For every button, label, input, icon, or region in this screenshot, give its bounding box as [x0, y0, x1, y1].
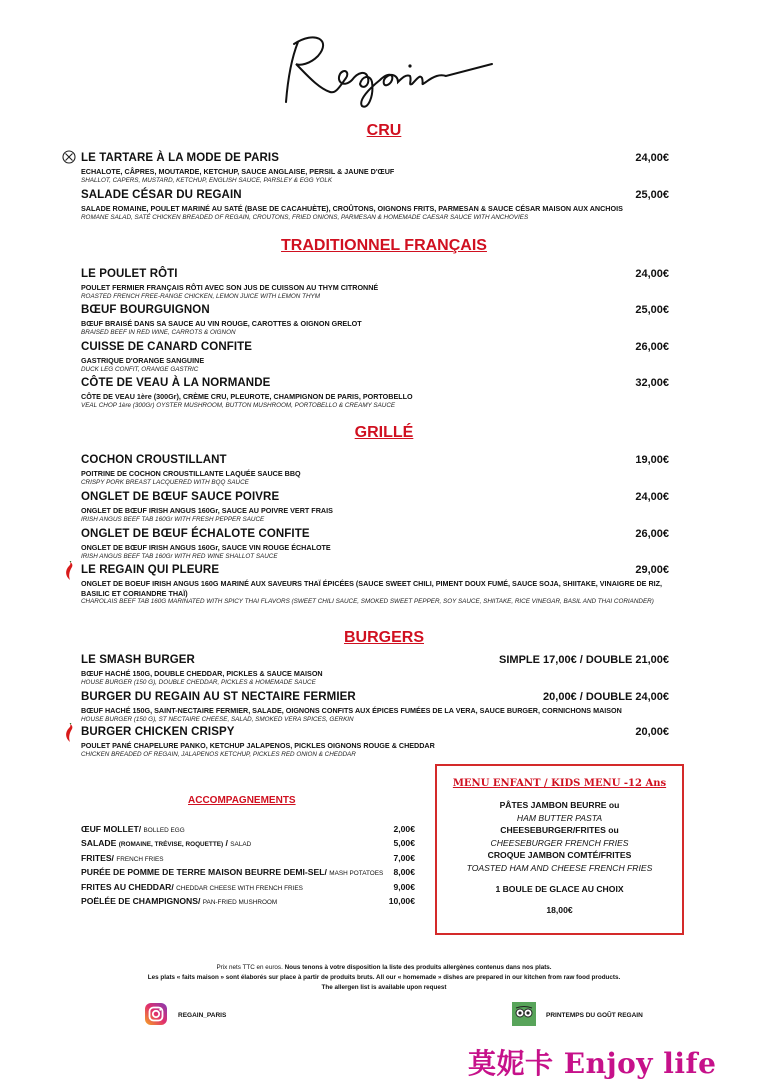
item-description-en: CHAROLAIS BEEF TAB 160G MARINATED WITH SPICY THAI FLAVORS (SWEET CHILI SAUCE, SMOKED SWEET PEPPER, SOY SAUCE, SHIITAKE, RICE VINEGAR, BASIL AND THAI CORIANDER) [81, 598, 654, 605]
kids-option-fr: CHEESEBURGER/FRITES ou [500, 825, 619, 835]
item-price: 29,00€ [635, 564, 669, 576]
side-price: 2,00€ [393, 824, 415, 834]
side-name: POËLÉE DE CHAMPIGNONS/ [81, 896, 201, 906]
menu-item [81, 303, 669, 337]
no-allergen-icon [62, 150, 76, 169]
menu-item [81, 188, 669, 222]
side-name: SALADE [81, 838, 117, 848]
item-name: BURGER CHICKEN CRISPY [81, 726, 235, 738]
chili-pepper-icon [64, 723, 74, 748]
side-price: 5,00€ [393, 838, 415, 848]
item-price: 25,00€ [635, 189, 669, 201]
instagram-link[interactable] [144, 1002, 226, 1028]
kids-option-en: TOASTED HAM AND CHEESE FRENCH FRIES [466, 862, 653, 873]
menu-item [81, 267, 669, 301]
side-price: 10,00€ [388, 896, 415, 906]
footer-allergen-list-note: The allergen list is available upon request [321, 984, 447, 991]
side-item [81, 823, 415, 837]
item-description-fr: ONGLET DE BŒUF IRISH ANGUS 160Gr, SAUCE VIN ROUGE ÉCHALOTE [81, 543, 331, 552]
side-detail: CHEDDAR CHEESE WITH FRENCH FRIES [176, 885, 303, 892]
menu-item [81, 376, 669, 410]
kids-option-en: CHEESEBURGER FRENCH FRIES [490, 837, 629, 848]
item-description-en: IRISH ANGUS BEEF TAB 160Gr WITH RED WINE SHALLOT SAUCE [81, 552, 278, 560]
item-price: SIMPLE 17,00€ / DOUBLE 21,00€ [499, 654, 669, 666]
menu-item [81, 725, 669, 759]
watermark-text: 莫妮卡 Enjoy life [468, 1047, 717, 1080]
menu-item [81, 653, 669, 687]
regain-logo [270, 22, 500, 112]
tripadvisor-label: PRINTEMPS DU GOÛT REGAIN [546, 1011, 643, 1019]
side-price: 9,00€ [393, 882, 415, 892]
menu-item [81, 563, 669, 607]
side-price: 8,00€ [393, 867, 415, 877]
side-detail: MASH POTATOES [329, 870, 384, 877]
side-item [81, 881, 415, 895]
side-paren: (ROMAINE, TRÉVISE, ROQUETTE) [118, 841, 224, 848]
item-price: 20,00€ [635, 726, 669, 738]
kids-price: 18,00€ [546, 904, 573, 915]
side-detail: SALAD [230, 841, 252, 848]
side-detail: BOLLED EGG [143, 827, 185, 834]
item-name: SALADE CÉSAR DU REGAIN [81, 189, 242, 201]
section-title-traditionnel: TRADITIONNEL FRANÇAIS [281, 237, 487, 254]
item-name: ONGLET DE BŒUF ÉCHALOTE CONFITE [81, 528, 310, 540]
item-description-fr: ECHALOTE, CÂPRES, MOUTARDE, KETCHUP, SAUCE ANGLAISE, PERSIL & JAUNE D'ŒUF [81, 167, 395, 176]
menu-item [81, 453, 669, 487]
item-price: 20,00€ / DOUBLE 24,00€ [543, 691, 669, 703]
item-price: 24,00€ [635, 491, 669, 503]
item-description-en: ROMANE SALAD, SATÉ CHICKEN BREADED OF REGAIN, CROUTONS, FRIED ONIONS, PARMESAN & HOMEMADE CAESAR SAUCE WITH ANCHOVIES [81, 213, 529, 221]
accompagnements-title: ACCOMPAGNEMENTS [188, 795, 296, 806]
item-price: 19,00€ [635, 454, 669, 466]
item-name: LE POULET RÔTI [81, 268, 178, 280]
item-description-en: HOUSE BURGER (150 G), ST NECTAIRE CHEESE, SALAD, SMOKED VERA SPICES, GERKIN [81, 715, 354, 723]
menu-item [81, 490, 669, 524]
tripadvisor-icon [512, 1002, 536, 1028]
tripadvisor-link[interactable] [512, 1002, 643, 1028]
kids-option-fr: PÂTES JAMBON BEURRE ou [499, 800, 620, 810]
item-description-fr: BŒUF HACHÉ 150G, SAINT-NECTAIRE FERMIER, SALADE, OIGNONS CONFITS AUX ÉPICES FUMÉES DE LA VERA, SAUCE BURGER, CORNICHONS MAISON [81, 706, 622, 715]
item-price: 26,00€ [635, 528, 669, 540]
item-description-fr: POULET PANÉ CHAPELURE PANKO, KETCHUP JALAPENOS, PICKLES OIGNONS ROUGE & CHEDDAR [81, 741, 435, 750]
section-title-burgers: BURGERS [343, 629, 424, 646]
menu-item [81, 527, 669, 561]
section-title-cru: CRU [366, 122, 402, 139]
regain-script-logo [270, 22, 500, 112]
side-name: FRITES AU CHEDDAR/ [81, 882, 174, 892]
side-item [81, 837, 415, 851]
item-description-fr: ONGLET DE BŒUF IRISH ANGUS 160Gr, SAUCE AU POIVRE VERT FRAIS [81, 506, 333, 515]
side-item [81, 852, 415, 866]
item-description-fr: BŒUF HACHÉ 150G, DOUBLE CHEDDAR, PICKLES & SAUCE MAISON [81, 669, 323, 678]
item-price: 24,00€ [635, 268, 669, 280]
instagram-handle: REGAIN_PARIS [178, 1011, 227, 1019]
item-description-fr: SALADE ROMAINE, POULET MARINÉ AU SATÉ (BASE DE CACAHUÈTE), CROÛTONS, OIGNONS FRITS, PARMESAN & SAUCE CÉSAR MAISON AUX ANCHOIS [81, 204, 623, 213]
item-name: LE REGAIN QUI PLEURE [81, 564, 220, 576]
item-description-fr: ONGLET DE BOEUF IRISH ANGUS 160G MARINÉ AUX SAVEURS THAÏ ÉPICÉES (SAUCE SWEET CHILI, PIMENT DOUX FUMÉ, SAUCE SOJA, SHIITAKE, VINAIGRE DE RIZ, BASILIC ET CORIANDRE THAÏ) [81, 579, 663, 598]
item-description-fr: CÔTE DE VEAU 1ère (300Gr), CRÈME CRU, PLEUROTE, CHAMPIGNON DE PARIS, PORTOBELLO [81, 392, 413, 401]
side-name: PURÉE DE POMME DE TERRE MAISON BEURRE DEMI-SEL/ [81, 867, 327, 877]
kids-option-en: HAM BUTTER PASTA [516, 812, 603, 823]
side-detail: PAN-FRIED MUSHROOM [202, 899, 278, 906]
side-name: ŒUF MOLLET/ [81, 824, 142, 834]
chili-pepper-icon [64, 561, 74, 586]
item-description-fr: BŒUF BRAISÉ DANS SA SAUCE AU VIN ROUGE, CAROTTES & OIGNON GRELOT [81, 319, 362, 328]
item-name: LE TARTARE À LA MODE DE PARIS [81, 152, 279, 164]
item-price: 26,00€ [635, 341, 669, 353]
item-description-en: ROASTED FRENCH FREE-RANGE CHICKEN, LEMON JUICE WITH LEMON THYM [81, 292, 320, 300]
item-description-en: CRISPY PORK BREAST LACQUERED WITH BQQ SAUCE [81, 478, 249, 486]
item-description-en: IRISH ANGUS BEEF TAB 160Gr WITH FRESH PEPPER SAUCE [81, 515, 265, 523]
item-name: CÔTE DE VEAU À LA NORMANDE [81, 377, 271, 389]
item-name: LE SMASH BURGER [81, 654, 195, 666]
item-description-fr: POULET FERMIER FRANÇAIS RÔTI AVEC SON JUS DE CUISSON AU THYM CITRONNÉ [81, 283, 379, 292]
item-description-en: BRAISED BEEF IN RED WINE, CARROTS & OIGNON [81, 328, 236, 336]
item-description-en: VEAL CHOP 1ère (300Gr) OYSTER MUSHROOM, BUTTON MUSHROOM, PORTOBELLO & CREAMY SAUCE [81, 401, 396, 409]
menu-item [81, 340, 669, 374]
item-description-fr: POITRINE DE COCHON CROUSTILLANTE LAQUÉE SAUCE BBQ [81, 469, 301, 478]
instagram-icon [144, 1002, 168, 1028]
item-description-en: DUCK LEG CONFIT, ORANGE GASTRIC [81, 365, 199, 373]
footer-prices-note: Prix nets TTC en euros. [216, 964, 283, 971]
item-price: 24,00€ [635, 152, 669, 164]
side-item [81, 866, 415, 880]
item-name: COCHON CROUSTILLANT [81, 454, 227, 466]
footer-homemade-note: Les plats « faits maison » sont élaborés sur place à partir de produits bruts. All our « homemade » dishes are prepared in our kitchen from raw food products. [147, 974, 621, 981]
item-price: 25,00€ [635, 304, 669, 316]
menu-item [81, 151, 669, 185]
item-description-en: HOUSE BURGER (150 G), DOUBLE CHEDDAR, PICKLES & HOMEMADE SAUCE [81, 678, 316, 686]
side-price: 7,00€ [393, 853, 415, 863]
item-description-en: CHICKEN BREADED OF REGAIN, JALAPENOS KETCHUP, PICKLES RED ONION & CHEDDAR [81, 750, 356, 758]
item-name: ONGLET DE BŒUF SAUCE POIVRE [81, 491, 280, 503]
footer-line [0, 963, 768, 974]
footer-allergens-note: Nous tenons à votre disposition la liste des produits allergènes contenus dans nos plats. [284, 964, 552, 971]
menu-item [81, 690, 669, 724]
item-price: 32,00€ [635, 377, 669, 389]
side-item [81, 895, 415, 909]
item-name: BURGER DU REGAIN AU ST NECTAIRE FERMIER [81, 691, 356, 703]
side-detail: FRENCH FRIES [116, 856, 164, 863]
item-description-en: SHALLOT, CAPERS, MUSTARD, KETCHUP, ENGLISH SAUCE, PARSLEY & EGG YOLK [81, 176, 333, 184]
section-title-grille: GRILLÉ [354, 424, 414, 441]
kids-menu-box [435, 764, 684, 935]
item-name: CUISSE DE CANARD CONFITE [81, 341, 253, 353]
side-name: FRITES/ [81, 853, 114, 863]
kids-dessert: 1 BOULE DE GLACE AU CHOIX [495, 884, 624, 894]
kids-option-fr: CROQUE JAMBON COMTÉ/FRITES [487, 850, 632, 860]
item-description-fr: GASTRIQUE D'ORANGE SANGUINE [81, 356, 205, 365]
item-name: BŒUF BOURGUIGNON [81, 304, 210, 316]
side-slash: / [225, 838, 228, 848]
kids-menu-title: MENU ENFANT / KIDS MENU -12 Ans [452, 778, 667, 789]
